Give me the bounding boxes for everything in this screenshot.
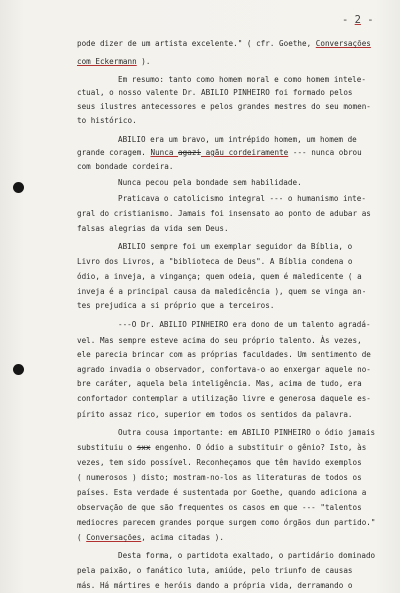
text-line	[77, 458, 362, 468]
text-line	[77, 566, 353, 576]
text-line	[77, 336, 362, 346]
text-line	[77, 224, 229, 234]
text-segment: falsas alegrias da vida sem Deus.	[77, 224, 229, 233]
text-segment: seus ilustres antecessores e pelos grandes mestres do seu momen-	[77, 102, 371, 111]
text-line	[118, 194, 366, 204]
text-line	[77, 473, 362, 483]
text-segment: Livro dos Livros, a "biblioteca de Deus". A Bíblia condena o	[77, 257, 353, 266]
text-segment: ).	[136, 57, 151, 66]
punch-hole-top	[13, 182, 24, 193]
text-segment: Desta forma, o partidota exaltado, o partidário dominado	[118, 551, 376, 560]
text-line	[77, 39, 371, 49]
text-segment: Nunca pecou pela bondade sem habilidade.	[118, 178, 302, 187]
text-segment: gral do cristianismo. Jamais foi insensato ao ponto de adubar as	[77, 209, 371, 218]
text-segment: más. Há mártires e heróis dando a própria vida, derramando o	[77, 581, 353, 590]
text-line	[77, 257, 353, 267]
text-line	[77, 379, 362, 389]
text-segment: ctual, o nosso valente Dr. ABILIO PINHEIRO foi formado pelos	[77, 88, 353, 97]
text-segment: mediocres parecem grandes porque surgem como órgãos dun partido."	[77, 518, 376, 527]
text-line	[118, 135, 357, 145]
text-segment: pode dizer de um artista excelente." ( cfr. Goethe,	[77, 39, 316, 48]
text-segment: Praticava o catolicismo integral --- o humanismo inte-	[118, 194, 366, 203]
text-segment: ---O Dr. ABILIO PINHEIRO era dono de um talento agradá-	[118, 320, 371, 329]
text-segment: pela paixão, o fanático luta, amiúde, pelo triunfo de causas	[77, 566, 353, 575]
text-segment: ABILIO sempre foi um exemplar seguidor da Bíblia, o	[118, 242, 353, 251]
text-line	[77, 272, 362, 282]
text-segment: --- nunca obrou	[288, 148, 362, 157]
text-line	[77, 57, 150, 67]
text-line	[77, 518, 375, 528]
text-line	[77, 350, 371, 360]
text-segment: engenho. O ódio a substituir o gênio? Isto, às	[150, 443, 367, 452]
text-segment: (	[77, 533, 87, 542]
text-segment: Nunca	[150, 148, 179, 157]
text-segment: inveja é a principal causa da maledicência ), quem se vinga an-	[77, 287, 367, 296]
text-line	[77, 301, 274, 311]
text-segment: Em resumo: tanto como homem moral e como homem intele-	[118, 75, 366, 84]
text-line	[118, 320, 371, 330]
text-line	[118, 242, 352, 252]
text-segment: grande coragem.	[77, 148, 151, 157]
text-segment: agrado invadia o observador, confortava-o ao enxergar aquele no-	[77, 365, 371, 374]
text-segment: Outra cousa importante: em ABILIO PINHEIRO o ódio jamais	[118, 428, 376, 437]
text-line	[118, 75, 366, 85]
text-line	[77, 533, 224, 543]
text-line	[77, 88, 353, 98]
text-segment: , acima citadas ).	[141, 533, 224, 542]
text-segment: agazi	[178, 148, 202, 157]
text-segment: com Eckermann	[77, 57, 137, 66]
text-segment: substituiu o	[77, 443, 137, 452]
text-line	[77, 287, 366, 297]
text-segment: sxx	[136, 443, 151, 452]
text-line	[77, 410, 353, 420]
text-segment: ( numerosos ) disto; mostram-no-los as literaturas de todos os	[77, 473, 362, 482]
text-segment: confortador contemplar a utilização livre e generosa daquele es-	[77, 394, 371, 403]
text-line	[77, 365, 371, 375]
text-segment: ele parecia brincar com as próprias faculdades. Um sentimento de	[77, 350, 371, 359]
text-line	[118, 178, 302, 188]
text-line	[77, 148, 362, 158]
text-segment: tes prejudica a si próprio que a terceiros.	[77, 301, 275, 310]
text-line	[77, 443, 366, 453]
text-line	[77, 394, 371, 404]
text-segment: agãu cordeiramente	[201, 148, 289, 157]
text-line	[77, 488, 366, 498]
text-line	[77, 503, 362, 513]
text-line	[77, 209, 371, 219]
text-segment: ódio, a inveja, a vingança; quem odeia, quem é maledicente ( a	[77, 272, 362, 281]
text-segment: países. Esta verdade é sustentada por Goethe, quando adiciona a	[77, 488, 367, 497]
text-line	[77, 116, 137, 126]
text-segment: com bondade cordeira.	[77, 162, 174, 171]
text-segment: pírito assaz rico, superior em todos os sentidos da palavra.	[77, 410, 353, 419]
text-segment: Conversações	[86, 533, 142, 542]
text-segment: bre caráter, aquela bela inteligência. Mas, acima de tudo, era	[77, 379, 362, 388]
text-segment: to histórico.	[77, 116, 137, 125]
text-line	[77, 581, 353, 591]
page-number: - 2 -	[342, 14, 374, 26]
text-line	[77, 162, 173, 172]
text-segment: Conversações	[315, 39, 371, 48]
text-segment: observação de que são frequentes os casos em que --- "talentos	[77, 503, 362, 512]
text-segment: vel. Mas sempre esteve acima do seu próprio talento. Às vezes,	[77, 336, 362, 345]
text-segment: ABILIO era um bravo, um intrépido homem, um homem de	[118, 135, 357, 144]
text-segment: vezes, tem sido possível. Reconheçamos que têm havido exemplos	[77, 458, 362, 467]
text-line	[118, 551, 375, 561]
punch-hole-bottom	[13, 364, 24, 375]
text-line	[77, 102, 371, 112]
text-line	[118, 428, 375, 438]
